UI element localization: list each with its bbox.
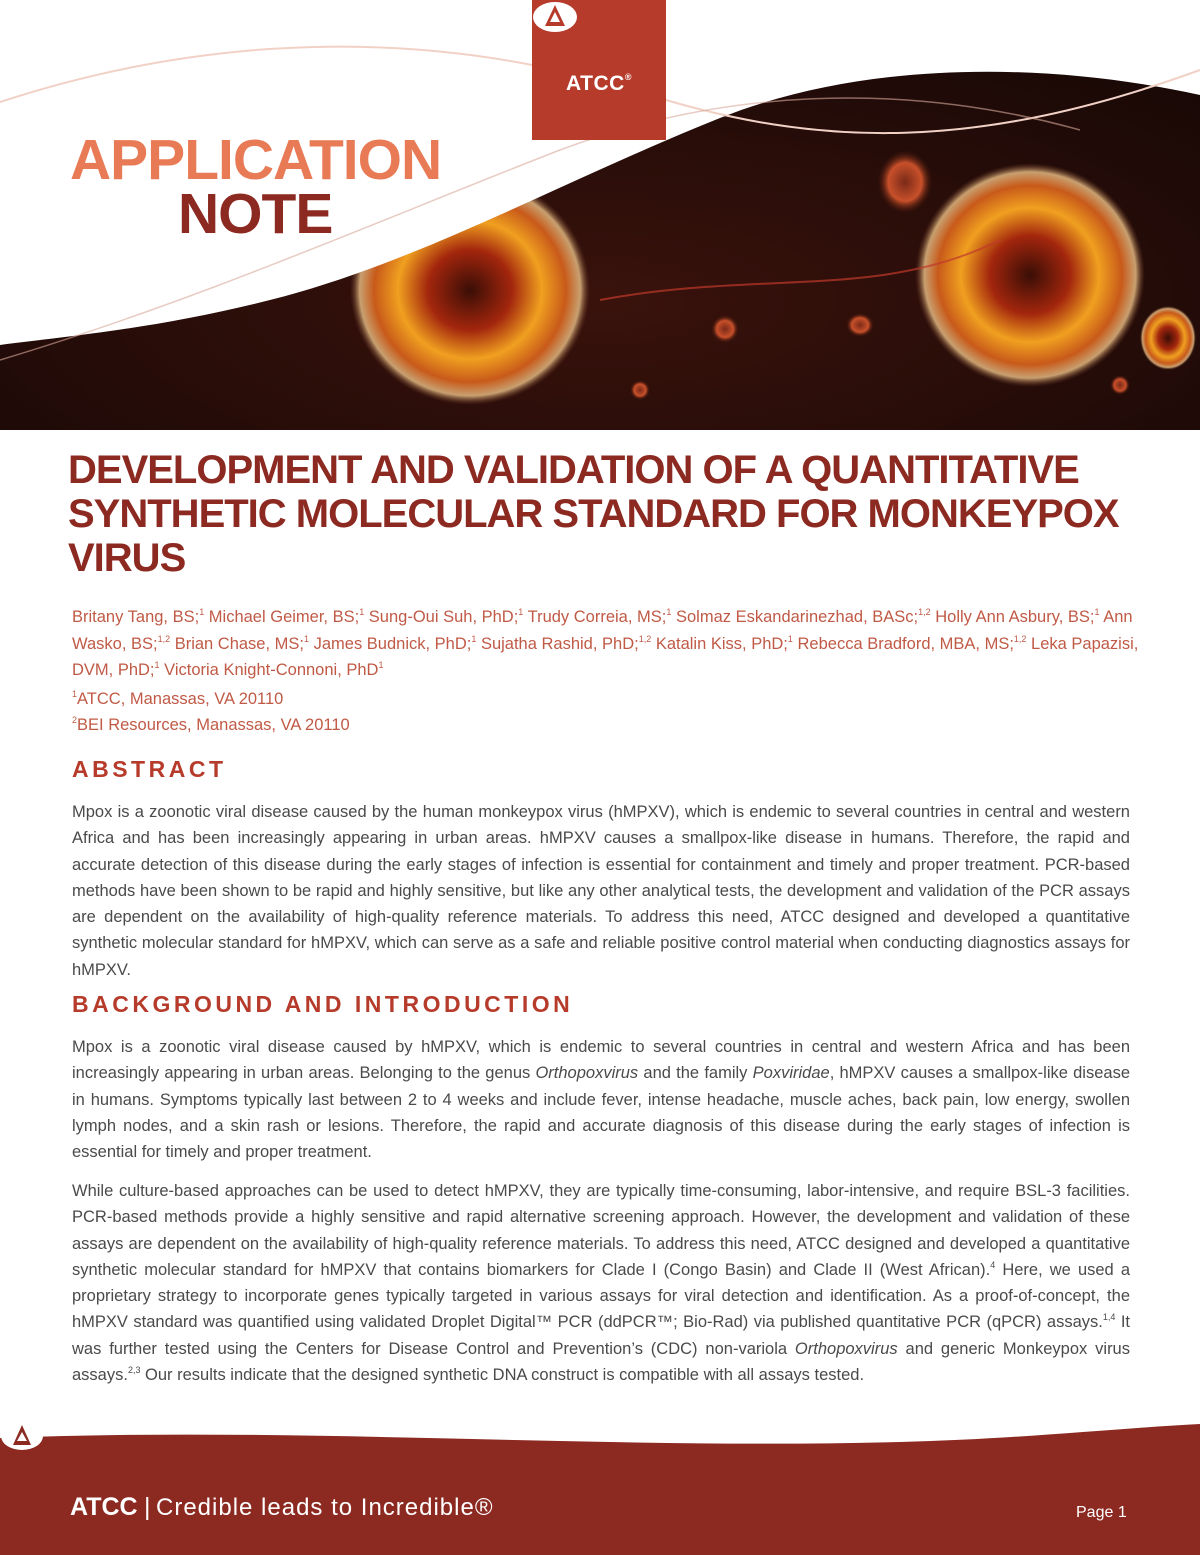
author: Holly Ann Asbury, BS;$^1$	[935, 607, 1100, 626]
footer-logo-text: ATCC	[70, 1493, 138, 1521]
author: Brian Chase, MS;$^1$	[174, 633, 310, 653]
abstract-text: Mpox is a zoonotic viral disease caused by the human monkeypox virus (hMPXV), which is endemic to several countries in central and western Africa and has been increasingly appearing in urban areas. hMPXV causes a smallpox-like disease in humans. Therefore, the rapid and accurate detection of this disease during the early stages of infection is essential for containment and timely and proper treatment. PCR-based methods have been shown to be rapid and highly sensitive, but like any other analytical tests, the development and validation of the PCR assays are dependent on the availability of high-quality reference materials. To address this need, ATCC designed and developed a quantitative synthetic molecular standard for hMPXV, which can serve as a safe and reliable positive control material when conducting diagnostics assays for hMPXV.	[72, 803, 1130, 979]
atcc-logo-text: ATCC®	[566, 72, 632, 95]
doc-type-note: NOTE	[178, 182, 333, 246]
author: Ann Wasko, BS;$^{1,2}$	[72, 608, 1133, 653]
background-heading: BACKGROUND AND INTRODUCTION	[72, 991, 574, 1017]
background-paragraph: Mpox is a zoonotic viral disease caused by hMPXV, which is endemic to several countries in central and western Africa and has been increasingly appearing in urban areas. Belonging to the genus Orthopoxvirus and the family Poxviridae, hMPXV causes a smallpox-like disease in humans. Symptoms typically last between 2 to 4 weeks and include fever, intense headache, muscle aches, back pain, low energy, swollen lymph nodes, and a skin rash or lesions. Therefore, the rapid and accurate diagnosis of this disease during the early stages of infection is essential for timely and proper treatment.	[72, 1038, 1131, 1162]
page-title: DEVELOPMENT AND VALIDATION OF A QUANTITATIVE SYNTHETIC MOLECULAR STANDARD FOR MONKEYPOX VIRUS	[68, 448, 1119, 580]
atcc-logo-icon	[532, 0, 578, 34]
author: Rebecca Bradford, MBA, MS;$^{1,2}$	[797, 633, 1027, 653]
author: Solmaz Eskandarinezhad, BASc;$^{1,2}$	[675, 607, 931, 626]
author: James Budnick, PhD;$^1$	[313, 633, 477, 653]
atcc-logo-icon	[0, 1420, 44, 1452]
author: Trudy Correia, MS;$^1$	[527, 607, 672, 626]
footer-tagline: Credible leads to Incredible®	[156, 1494, 494, 1521]
author: Victoria Knight-Connoni, PhD$^1$	[164, 660, 384, 679]
author: Britany Tang, BS;$^1$	[72, 607, 205, 626]
page-number: Page 1	[1076, 1504, 1127, 1521]
author-list	[72, 604, 1142, 684]
author: Leka Papazisi, DVM, PhD;$^1$	[72, 634, 1139, 679]
footer-band	[0, 1420, 1200, 1555]
atcc-logo-badge	[532, 0, 666, 140]
abstract-heading: ABSTRACT	[72, 756, 227, 782]
author: Michael Geimer, BS;$^1$	[208, 607, 365, 626]
author: Katalin Kiss, PhD;$^1$	[655, 633, 793, 653]
virus-particle-distant	[877, 150, 933, 214]
footer-separator: |	[144, 1493, 151, 1521]
footer	[0, 1420, 1200, 1555]
author: Sujatha Rashid, PhD;$^{1,2}$	[480, 633, 652, 653]
background-paragraph: While culture-based approaches can be used to detect hMPXV, they are typically time-consuming, labor-intensive, and require BSL-3 facilities. PCR-based methods provide a highly sensitive and rapid alternative screening approach. However, the development and validation of these assays are dependent on the availability of high-quality reference materials. To address this need, ATCC designed and developed a quantitative synthetic molecular standard for hMPXV that contains biomarkers for Clade I (Congo Basin) and Clade II (West African).$^4$ Here, we used a proprietary strategy to incorporate genes typically targeted in various assays for viral detection and identification. As a proof-of-concept, the hMPXV standard was quantified using validated Droplet Digital™ PCR (ddPCR™; Bio-Rad) via published quantitative PCR (qPCR) assays.$^{1,4}$ It was further tested using the Centers for Disease Control and Prevention’s (CDC) non-variola Orthopoxvirus and generic Monkeypox virus assays.$^{2,3}$ Our results indicate that the designed synthetic DNA construct is compatible with all assays tested.	[72, 1182, 1130, 1385]
affiliation: $^2$BEI Resources, Manassas, VA 20110	[72, 715, 350, 734]
affiliation: $^1$ATCC, Manassas, VA 20110	[72, 689, 284, 708]
doc-type-application: APPLICATION	[70, 128, 442, 192]
virus-particle-small	[1140, 306, 1196, 370]
virus-particle-right	[915, 163, 1145, 387]
author: Sung-Oui Suh, PhD;$^1$	[368, 607, 524, 626]
header-banner	[0, 0, 1200, 430]
